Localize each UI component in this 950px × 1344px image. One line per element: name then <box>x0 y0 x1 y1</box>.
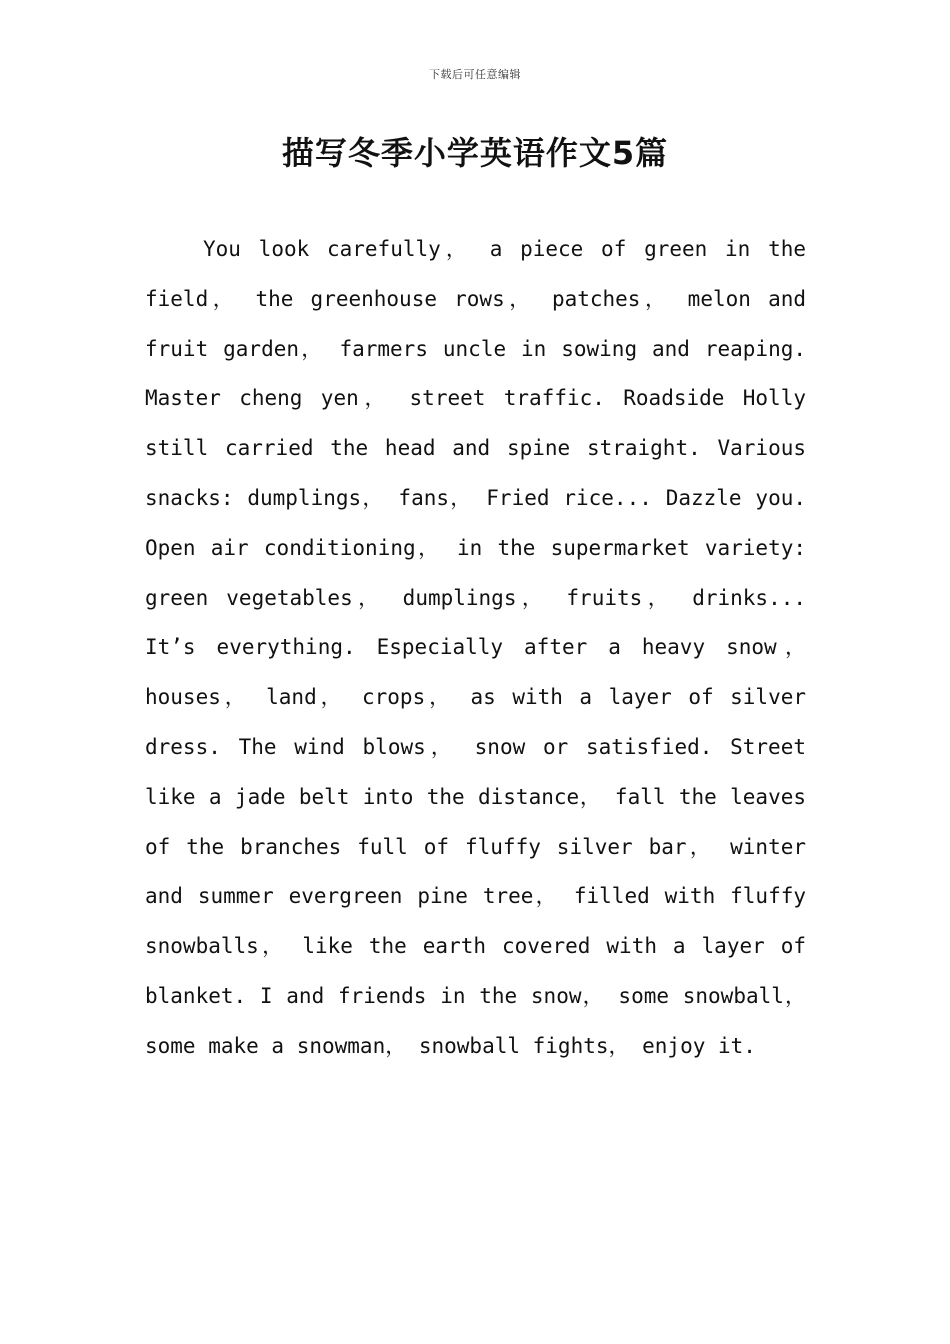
document-title: 描写冬季小学英语作文5篇 <box>281 134 669 172</box>
essay-paragraph: You look carefully， a piece of green in the field， the greenhouse rows， patches， melon and fruit garden， farmers uncle in sowing and reaping. Master cheng yen， street traffic. Roadside Holly still carried the head and spine straight. Various snacks: dumplings， fans， Fried rice... Dazzle you. Open air conditioning， in the supermarket variety: green vegetables， dumplings， fruits， drinks... It’s everything. Especially after a heavy snow， houses， land， crops， as with a layer of silver dress. The wind blows， snow or satisfied. Street like a jade belt into the distance， fall the leaves of the branches full of fluffy silver bar， winter and summer evergreen pine tree， filled with fluffy snowballs， like the earth covered with a layer of blanket. I and friends in the snow， some snowball， some make a snowman， snowball fights， enjoy it. <box>145 237 806 1058</box>
header-note: 下载后可任意编辑 <box>429 68 521 81</box>
